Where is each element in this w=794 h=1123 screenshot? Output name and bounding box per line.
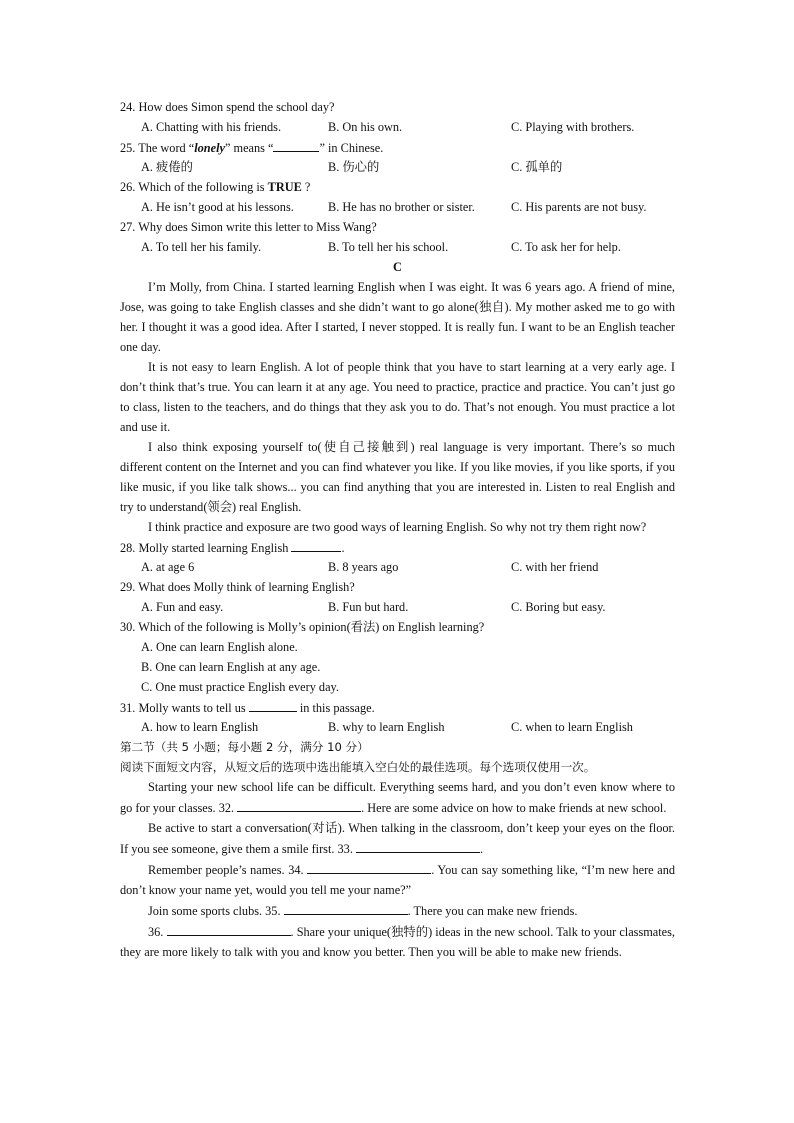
question-stem: 29. What does Molly think of learning English? (120, 580, 355, 594)
option-c: C. One must practice English every day. (141, 680, 339, 694)
option-c: C. To ask her for help. (511, 240, 621, 254)
stem-part: ? (301, 180, 311, 194)
options-29 (120, 597, 675, 617)
option-a: A. at age 6 (141, 560, 195, 574)
options-31 (120, 717, 675, 737)
paragraph (120, 777, 675, 818)
option-b: B. Fun but hard. (328, 600, 409, 614)
paragraph-text: Be active to start a conversation(对话). When talking in the classroom, don’t keep your eyes on the floor. If you see someone, give them a smile first. 33. (120, 821, 675, 856)
answer-blank (291, 537, 341, 552)
stem-part: ” in Chinese. (319, 141, 384, 155)
option-b: B. To tell her his school. (328, 240, 449, 254)
stem-part: in this passage. (296, 701, 375, 715)
option-b: B. why to learn English (328, 720, 445, 734)
paragraph (120, 818, 675, 859)
exam-page (120, 97, 675, 962)
stem-part: 28. Molly started learning English (120, 541, 292, 555)
stem-part: ” means “ (224, 141, 274, 155)
question-28 (120, 537, 675, 557)
option-a: A. One can learn English alone. (141, 640, 298, 654)
question-26 (120, 177, 675, 197)
passage-2-body (120, 777, 675, 962)
paragraph-text: Starting your new school life can be difficult. Everything seems hard, and you don’t even know where to go for your classes. 32. (120, 780, 675, 815)
paragraph: I also think exposing yourself to(使自己接触到) real language is very important. There’s so much different content on the Internet and you can find whatever you like. If you like movies, if you like sports, if you like music, if you like talk shows... you can find anything that you are interested in. Listen to real English and try to understand(领会) real English. (120, 440, 675, 514)
paragraph-text: Remember people’s names. 34. (148, 863, 308, 877)
paragraph (120, 921, 675, 962)
paragraph-text: . You can say something like, “I’m new here and don’t know your name yet, would you tell me your name?” (120, 863, 675, 897)
question-stem: 30. Which of the following is Molly’s opinion(看法) on English learning? (120, 620, 485, 634)
option-c: C. 孤单的 (511, 160, 563, 174)
option-a: A. To tell her his family. (141, 240, 262, 254)
options-25 (120, 157, 675, 177)
option-a: A. Fun and easy. (141, 600, 224, 614)
passage-c-body (120, 277, 675, 537)
option-c: C. His parents are not busy. (511, 200, 647, 214)
answer-blank-34 (307, 859, 431, 874)
paragraph: I’m Molly, from China. I started learning English when I was eight. It was 6 years ago. A friend of mine, Jose, was going to take English classes and she didn’t want to go alone(独自). My mother asked me to go with her. I thought it was a good idea. After I started, I never stopped. It is really fun. I want to be an English teacher one day. (120, 280, 675, 354)
option-a: A. Chatting with his friends. (141, 120, 282, 134)
paragraph-text: Join some sports clubs. 35. (148, 904, 284, 918)
option-b: B. 8 years ago (328, 560, 399, 574)
option-b: B. He has no brother or sister. (328, 200, 475, 214)
bold-word: TRUE (267, 180, 302, 194)
paragraph-text: . Share your unique(独特的) ideas in the new school. Talk to your classmates, they are more likely to talk with you and know you better. Then you will be able to make new friends. (120, 925, 675, 959)
paragraph-text: . (479, 842, 484, 856)
question-25 (120, 137, 675, 157)
option-c: C. with her friend (511, 560, 599, 574)
section-heading: 第二节（共 5 小题；每小题 2 分，满分 10 分） (120, 740, 369, 754)
answer-blank-35 (284, 900, 408, 915)
stem-part: 26. Which of the following is (120, 180, 268, 194)
stem-part: . (341, 541, 345, 555)
stem-part: 31. Molly wants to tell us (120, 701, 249, 715)
section-instruction: 阅读下面短文内容，从短文后的选项中选出能填入空白处的最佳选项。每个选项仅使用一次。 (120, 760, 596, 774)
options-26 (120, 197, 675, 217)
question-30 (120, 617, 675, 637)
options-28 (120, 557, 675, 577)
answer-blank-33 (356, 838, 480, 853)
option-a: A. how to learn English (141, 720, 259, 734)
question-29 (120, 577, 675, 597)
answer-blank (273, 137, 319, 152)
options-24 (120, 117, 675, 137)
paragraph-text: . There you can make new friends. (407, 904, 578, 918)
answer-blank (249, 697, 297, 712)
question-stem: 27. Why does Simon write this letter to Miss Wang? (120, 220, 377, 234)
paragraph: It is not easy to learn English. A lot of people think that you have to start learning at a very early age. I don’t think that’s true. You can learn it at any age. You need to practice, practice and practice. You can’t just go to class, listen to the teachers, and do things that they ask you to do. That’s not enough. You must practice a lot and use it. (120, 360, 675, 434)
answer-blank-36 (167, 921, 291, 936)
paragraph-text: . Here are some advice on how to make friends at new school. (361, 801, 667, 815)
question-27 (120, 217, 675, 237)
question-24 (120, 97, 675, 117)
paragraph-text: 36. (148, 925, 167, 939)
answer-blank-32 (237, 797, 361, 812)
passage-title: C (393, 260, 402, 274)
question-stem: 24. How does Simon spend the school day? (120, 100, 335, 114)
option-b: B. On his own. (328, 120, 403, 134)
option-a: A. He isn’t good at his lessons. (141, 200, 294, 214)
question-31 (120, 697, 675, 717)
option-c: C. Boring but easy. (511, 600, 606, 614)
option-b: B. One can learn English at any age. (141, 660, 321, 674)
paragraph (120, 859, 675, 900)
stem-part: 25. The word “ (120, 141, 195, 155)
paragraph: I think practice and exposure are two good ways of learning English. So why not try them right now? (148, 520, 647, 534)
option-a: A. 疲倦的 (141, 160, 193, 174)
option-c: C. when to learn English (511, 720, 633, 734)
option-b: B. 伤心的 (328, 160, 380, 174)
emphasized-word: lonely (194, 141, 225, 155)
paragraph (120, 900, 675, 921)
option-c: C. Playing with brothers. (511, 120, 635, 134)
options-27 (120, 237, 675, 257)
